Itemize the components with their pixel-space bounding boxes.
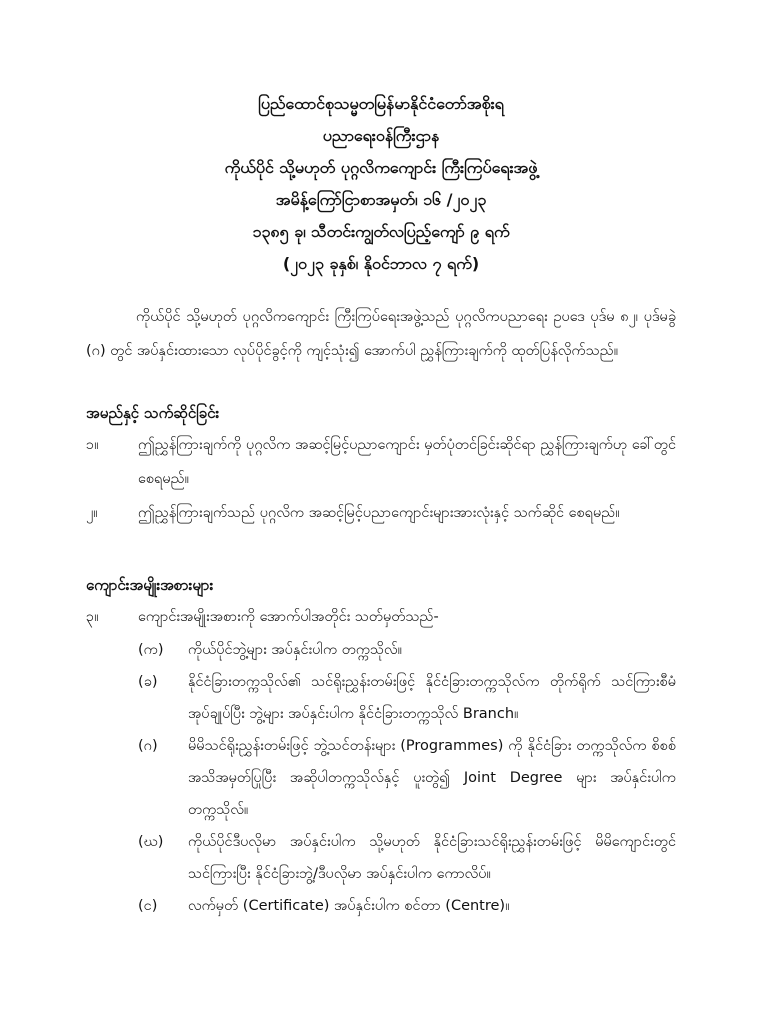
header-myanmar-date: ၁၃၈၅ ခု၊ သီတင်းကျွတ်လပြည့်ကျော် ၉ ရက် (252, 222, 510, 241)
clause-3 (86, 600, 676, 634)
clause-1 (86, 428, 676, 496)
clause-number: ၁။ (86, 437, 99, 453)
sub-clause-ga (86, 730, 676, 826)
sub-clause-text: လက်မှတ် (Certificate) အပ်နှင်းပါက စင်တာ (Centre)။ (188, 898, 510, 914)
header-order-number: အမိန့်ကြော်ငြာစာအမှတ်၊ ၁၆ /၂၀၂၃ (275, 190, 487, 209)
sub-clause-text: မိမိသင်ရိုးညွှန်းတမ်းဖြင့် ဘွဲ့သင်တန်းများ (Programmes) ကို နိုင်ငံခြား တက္ကသိုလ်က စိစစ်အသိအမှတ်ပြုပြီး အဆိုပါတက္ကသိုလ်နှင့် ပူးတွဲ၍ Joint Degree များ အပ်နှင်းပါက တက္ကသိုလ်။ (188, 738, 676, 818)
sub-clause-mark: (ဂ) (138, 738, 158, 754)
section-title-name-and-scope: အမည်နှင့် သက်ဆိုင်ခြင်း (86, 404, 220, 422)
sub-clause-mark: (ခ) (138, 674, 158, 690)
sub-clause-mark: (က) (138, 642, 164, 658)
clause-text: ဤညွှန်ကြားချက်သည် ပုဂ္ဂလိက အဆင့်မြင့်ပညာကျောင်းများအားလုံးနှင့် သက်ဆိုင် စေရမည်။ (138, 505, 620, 521)
clause-number: ၃။ (86, 609, 99, 625)
intro-paragraph: ကိုယ်ပိုင် သို့မဟုတ် ပုဂ္ဂလိကကျောင်း ကြီးကြပ်ရေးအဖွဲ့သည် ပုဂ္ဂလိကပညာရေး ဥပဒေ ပုဒ်မ ၈၂၊ ပုဒ်မခွဲ (ဂ) တွင် အပ်နှင်းထားသော လုပ်ပိုင်ခွင့်ကို ကျင့်သုံး၍ အောက်ပါ ညွှန်ကြားချက်ကို ထုတ်ပြန်လိုက်သည်။ (86, 309, 676, 359)
document-header (86, 88, 676, 280)
header-gregorian-date: (၂၀၂၃ ခုနှစ်၊ နိုဝင်ဘာလ ၇ ရက်) (282, 254, 480, 273)
sub-clause-text: နိုင်ငံခြားတက္ကသိုလ်၏ သင်ရိုးညွှန်းတမ်းဖြင့် နိုင်ငံခြားတက္ကသိုလ်က တိုက်ရိုက် သင်ကြားစီမံအုပ်ချုပ်ပြီး ဘွဲ့များ အပ်နှင်းပါက နိုင်ငံခြားတက္ကသိုလ် Branch။ (188, 674, 676, 722)
clause-text: ကျောင်းအမျိုးအစားကို အောက်ပါအတိုင်း သတ်မှတ်သည်- (138, 609, 439, 625)
header-committee: ကိုယ်ပိုင် သို့မဟုတ် ပုဂ္ဂလိကကျောင်း ကြီးကြပ်ရေးအဖွဲ့ (224, 158, 538, 177)
sub-clause-text: ကိုယ်ပိုင်ဘွဲ့များ အပ်နှင်းပါက တက္ကသိုလ်။ (188, 642, 403, 658)
sub-clause-mark: (င) (138, 898, 158, 914)
sub-clause-gha (86, 826, 676, 890)
sub-clause-kha (86, 666, 676, 730)
header-government: ပြည်ထောင်စုသမ္မတမြန်မာနိုင်ငံတော်အစိုးရ (258, 94, 504, 113)
sub-clause-mark: (ဃ) (138, 834, 164, 850)
clause-2 (86, 496, 676, 530)
clause-number: ၂။ (86, 505, 98, 521)
sub-clause-ka (86, 634, 676, 666)
sub-clause-nga (86, 890, 676, 922)
sub-clause-text: ကိုယ်ပိုင်ဒီပလိုမာ အပ်နှင်းပါက သို့မဟုတ် နိုင်ငံခြားသင်ရိုးညွှန်းတမ်းဖြင့် မိမိကျောင်းတွင် သင်ကြားပြီး နိုင်ငံခြားဘွဲ့/ဒီပလိုမာ အပ်နှင်းပါက ကောလိပ်။ (188, 834, 676, 882)
clause-text: ဤညွှန်ကြားချက်ကို ပုဂ္ဂလိက အဆင့်မြင့်ပညာကျောင်း မှတ်ပုံတင်ခြင်းဆိုင်ရာ ညွှန်ကြားချက်ဟု ခေါ်တွင်စေရမည်။ (138, 437, 676, 487)
header-ministry: ပညာရေးဝန်ကြီးဌာန (322, 126, 440, 145)
section-title-school-types: ကျောင်းအမျိုးအစားများ (86, 576, 214, 594)
